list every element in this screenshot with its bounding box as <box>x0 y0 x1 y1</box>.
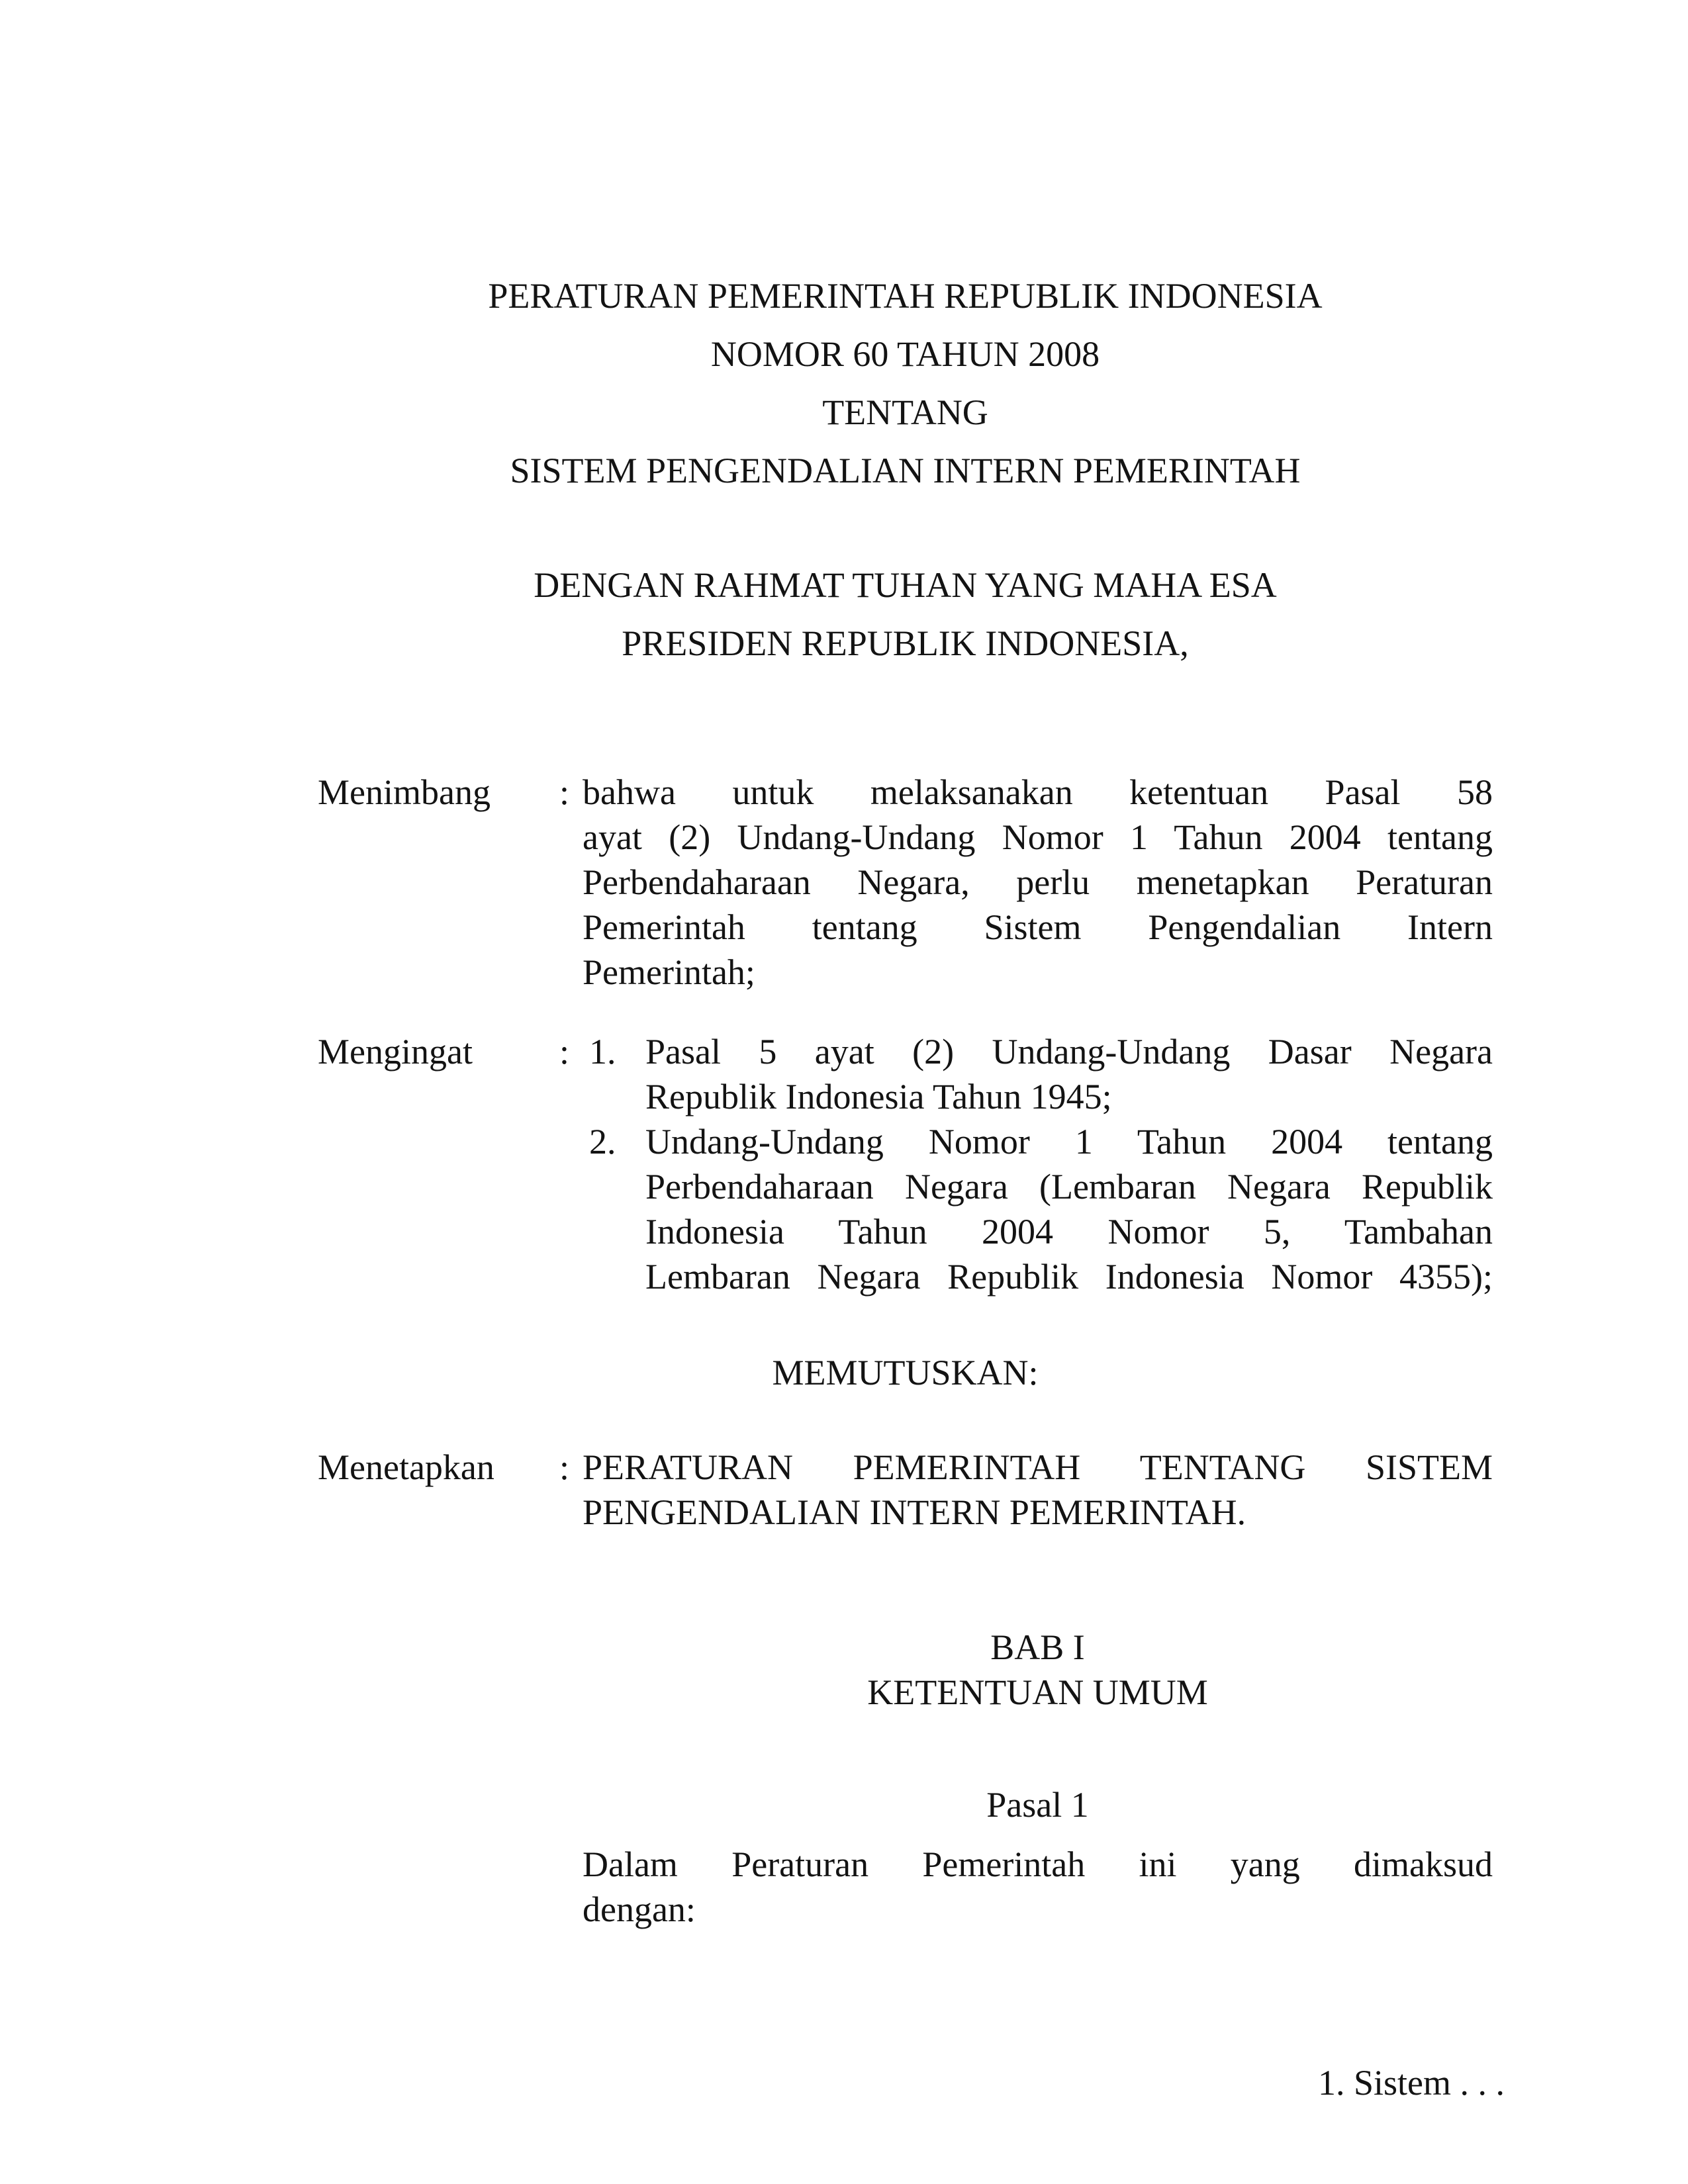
mengingat-section <box>318 1029 1493 1299</box>
menetapkan-body <box>583 1445 1493 1535</box>
title-line-2: NOMOR 60 TAHUN 2008 <box>710 334 1100 374</box>
mengingat-label: Mengingat <box>318 1032 473 1071</box>
mengingat-item-line: Lembaran Negara Republik Indonesia Nomor 4355); <box>645 1257 1493 1297</box>
mengingat-item-number: 2. <box>589 1122 616 1161</box>
preamble <box>318 556 1493 672</box>
preamble-line-1: DENGAN RAHMAT TUHAN YANG MAHA ESA <box>534 565 1277 605</box>
mengingat-item-line: Indonesia Tahun 2004 Nomor 5, Tambahan <box>645 1212 1493 1251</box>
mengingat-colon: : <box>559 1032 570 1071</box>
menimbang-line: Pemerintah; <box>583 952 755 992</box>
mengingat-item-number: 1. <box>589 1032 616 1071</box>
mengingat-item-2 <box>583 1119 1493 1299</box>
preamble-line-2: PRESIDEN REPUBLIK INDONESIA, <box>622 623 1189 663</box>
menetapkan-line: PERATURAN PEMERINTAH TENTANG SISTEM <box>583 1447 1493 1487</box>
document-title <box>318 267 1493 500</box>
mengingat-item-1 <box>583 1029 1493 1119</box>
mengingat-item-line: Pasal 5 ayat (2) Undang-Undang Dasar Negara <box>645 1032 1493 1071</box>
mengingat-item-line: Republik Indonesia Tahun 1945; <box>645 1077 1112 1116</box>
menetapkan-section <box>318 1445 1493 1535</box>
bab-title: KETENTUAN UMUM <box>867 1672 1208 1712</box>
menimbang-line: Pemerintah tentang Sistem Pengendalian Intern <box>583 907 1493 947</box>
pasal-heading: Pasal 1 <box>986 1785 1089 1825</box>
mengingat-item-line: Undang-Undang Nomor 1 Tahun 2004 tentang <box>645 1122 1493 1161</box>
menimbang-line: Perbendaharaan Negara, perlu menetapkan Peraturan <box>583 862 1493 902</box>
title-line-1: PERATURAN PEMERINTAH REPUBLIK INDONESIA <box>488 276 1323 316</box>
menimbang-line: ayat (2) Undang-Undang Nomor 1 Tahun 2004 tentang <box>583 817 1493 857</box>
mengingat-item-line: Perbendaharaan Negara (Lembaran Negara Republik <box>645 1167 1493 1206</box>
title-line-3: TENTANG <box>822 392 988 432</box>
menetapkan-line: PENGENDALIAN INTERN PEMERINTAH. <box>583 1492 1246 1532</box>
pasal-paragraph <box>583 1842 1493 1932</box>
pasal-body <box>318 1842 1493 1932</box>
title-line-4: SISTEM PENGENDALIAN INTERN PEMERINTAH <box>510 451 1301 490</box>
memutuskan-heading: MEMUTUSKAN: <box>772 1353 1039 1392</box>
menetapkan-label: Menetapkan <box>318 1447 494 1487</box>
mengingat-body <box>583 1029 1493 1299</box>
pasal-line: dengan: <box>583 1889 696 1929</box>
bab-heading <box>583 1625 1493 1715</box>
bab-number: BAB I <box>990 1627 1085 1667</box>
menetapkan-colon: : <box>559 1447 570 1487</box>
pasal-line: Dalam Peraturan Pemerintah ini yang dimaksud <box>583 1844 1493 1884</box>
menimbang-body <box>583 770 1493 995</box>
menimbang-label: Menimbang <box>318 772 491 812</box>
menimbang-line: bahwa untuk melaksanakan ketentuan Pasal 58 <box>583 772 1493 812</box>
menimbang-section <box>318 770 1493 995</box>
catchword-footer: 1. Sistem . . . <box>1317 2063 1505 2103</box>
menimbang-colon: : <box>559 772 570 812</box>
